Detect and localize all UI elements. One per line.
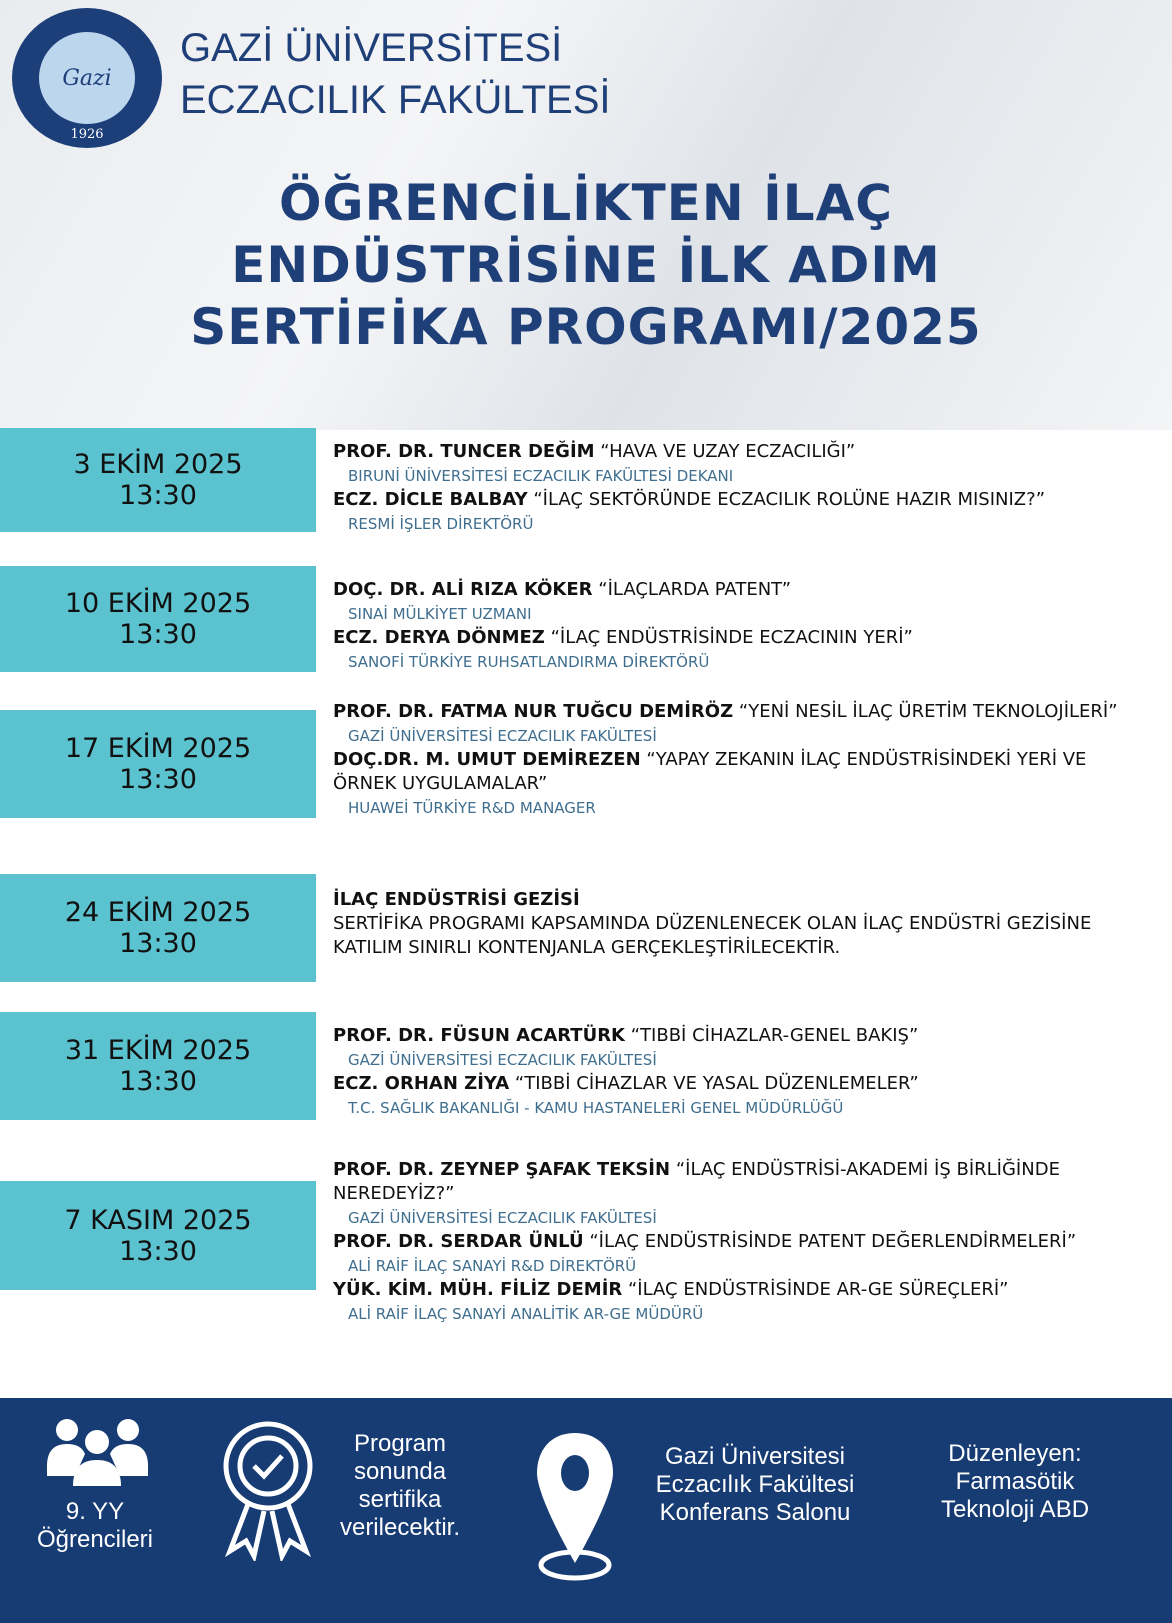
event-description: SERTİFİKA PROGRAMI KAPSAMINDA DÜZENLENECEK OLAN İLAÇ ENDÜSTRİ GEZİSİNE KATILIM SINIRLI KONTENJANLA GERÇEKLEŞTİRİLECEKTİR. [333,913,1092,958]
speaker-affiliation: GAZİ ÜNİVERSİTESİ ECZACILIK FAKÜLTESİ [348,1051,657,1069]
speaker-affiliation: HUAWEİ TÜRKİYE R&D MANAGER [348,799,596,817]
speaker-name: İLAÇ ENDÜSTRİSİ GEZİSİ [333,889,580,910]
speaker-affiliation: ALİ RAİF İLAÇ SANAYİ ANALİTİK AR-GE MÜDÜRÜ [348,1305,704,1323]
talk-title: “İLAÇ ENDÜSTRİSİNDE AR-GE SÜREÇLERİ” [627,1279,1009,1300]
organizer-line: Düzenleyen: [948,1440,1082,1467]
event-date-box [0,428,316,532]
event-date: 24 EKİM 2025 [64,897,252,928]
title-line: SERTİFİKA PROGRAMI/2025 [190,298,982,356]
faculty-name: ECZACILIK FAKÜLTESİ [180,78,611,122]
event-details [333,1158,1133,1326]
event-details [333,888,1133,960]
audience-line: Öğrencileri [36,1526,154,1553]
session [333,1072,1133,1120]
event-date-box [0,1181,316,1290]
location-text [625,1443,885,1527]
title-line: ENDÜSTRİSİNE İLK ADIM [231,236,941,294]
logo-signature: Gazi [39,32,135,124]
certificate-line: Program [353,1430,447,1457]
speaker-affiliation: RESMİ İŞLER DİREKTÖRÜ [348,515,534,533]
event-time: 13:30 [119,1235,197,1267]
session [333,578,1133,626]
speaker-affiliation: GAZİ ÜNİVERSİTESİ ECZACILIK FAKÜLTESİ [348,1209,657,1227]
university-name: GAZİ ÜNİVERSİTESİ [180,26,563,70]
talk-title: “YAPAY ZEKANIN İLAÇ ENDÜSTRİSİNDEKİ YERİ VE ÖRNEK UYGULAMALAR” [333,749,1087,794]
speaker-name: DOÇ.DR. M. UMUT DEMİREZEN [333,749,641,770]
session [333,440,1133,488]
university-logo [12,8,162,148]
speaker-affiliation: BIRUNİ ÜNİVERSİTESİ ECZACILIK FAKÜLTESİ DEKANI [348,467,734,485]
organizer-text [905,1440,1125,1524]
speaker-name: PROF. DR. ZEYNEP ŞAFAK TEKSİN [333,1159,671,1180]
event-time: 13:30 [119,928,197,959]
talk-title: “İLAÇ ENDÜSTRİSİNDE ECZACININ YERİ” [550,627,913,648]
session [333,1158,1133,1230]
event-date: 10 EKİM 2025 [64,588,252,619]
certificate-line: verilecektir. [339,1514,461,1541]
institution-name [180,22,611,126]
talk-title: “TIBBİ CİHAZLAR VE YASAL DÜZENLEMELER” [514,1073,919,1094]
logo-year: 1926 [70,127,104,142]
talk-title: “YENİ NESİL İLAÇ ÜRETİM TEKNOLOJİLERİ” [738,701,1118,722]
event-details [333,440,1133,536]
speaker-affiliation: ALİ RAİF İLAÇ SANAYİ R&D DİREKTÖRÜ [348,1257,637,1275]
location-line: Gazi Üniversitesi [664,1443,846,1470]
speaker-affiliation: T.C. SAĞLIK BAKANLIĞI - KAMU HASTANELERİ GENEL MÜDÜRLÜĞÜ [348,1099,844,1117]
talk-title: “TIBBİ CİHAZLAR-GENEL BAKIŞ” [630,1025,919,1046]
speaker-name: ECZ. DİCLE BALBAY [333,489,528,510]
speaker-affiliation: SINAİ MÜLKİYET UZMANI [348,605,532,623]
speaker-name: ECZ. DERYA DÖNMEZ [333,627,545,648]
certificate-badge-icon [218,1416,318,1561]
session [333,1024,1133,1072]
speaker-name: PROF. DR. FATMA NUR TUĞCU DEMİRÖZ [333,701,734,722]
event-date: 17 EKİM 2025 [64,733,252,764]
session [333,1230,1133,1278]
speaker-name: YÜK. KİM. MÜH. FİLİZ DEMİR [333,1279,623,1300]
speaker-name: PROF. DR. FÜSUN ACARTÜRK [333,1025,625,1046]
audience-line: 9. YY [65,1498,125,1525]
talk-title: “İLAÇ ENDÜSTRİSİ-AKADEMİ İŞ BİRLİĞİNDE NEREDEYİZ?” [333,1159,1060,1204]
session [333,626,1133,674]
event-date: 3 EKİM 2025 [73,449,243,480]
event-details [333,578,1133,674]
event-details [333,1024,1133,1120]
session [333,1278,1133,1326]
title-line: ÖĞRENCİLİKTEN İLAÇ [279,174,893,232]
session [333,888,1133,912]
footer-banner [0,1398,1172,1623]
session [333,700,1133,748]
audience-text [20,1498,170,1554]
speaker-name: PROF. DR. SERDAR ÜNLÜ [333,1231,584,1252]
talk-title: “HAVA VE UZAY ECZACILIĞI” [600,441,856,462]
certificate-line: sertifika [358,1486,442,1513]
certificate-text [325,1430,475,1542]
speaker-name: DOÇ. DR. ALİ RIZA KÖKER [333,579,593,600]
talk-title: “İLAÇ SEKTÖRÜNDE ECZACILIK ROLÜNE HAZIR MISINIZ?” [533,489,1046,510]
event-details [333,700,1133,820]
event-date-box [0,566,316,672]
speaker-affiliation: GAZİ ÜNİVERSİTESİ ECZACILIK FAKÜLTESİ [348,727,657,745]
event-date-box [0,1012,316,1120]
speaker-affiliation: SANOFİ TÜRKİYE RUHSATLANDIRMA DİREKTÖRÜ [348,653,710,671]
location-pin-icon [535,1433,615,1583]
event-time: 13:30 [119,1066,197,1097]
event-date-box [0,710,316,818]
event-date: 7 KASIM 2025 [64,1204,252,1236]
page-title [0,172,1172,358]
event-date-box [0,874,316,982]
certificate-line: sonunda [353,1458,447,1485]
event-time: 13:30 [119,764,197,795]
organizer-line: Teknoloji ABD [940,1496,1090,1523]
talk-title: “İLAÇ ENDÜSTRİSİNDE PATENT DEĞERLENDİRMELERİ” [589,1231,1077,1252]
location-line: Konferans Salonu [659,1499,851,1526]
speaker-name: ECZ. ORHAN ZİYA [333,1073,510,1094]
event-time: 13:30 [119,619,197,650]
session [333,748,1133,820]
location-line: Eczacılık Fakültesi [655,1471,855,1498]
event-date: 31 EKİM 2025 [64,1035,252,1066]
speaker-name: PROF. DR. TUNCER DEĞİM [333,441,595,462]
talk-title: “İLAÇLARDA PATENT” [598,579,792,600]
organizer-line: Farmasötik [955,1468,1075,1495]
people-icon [45,1416,150,1486]
event-time: 13:30 [119,480,197,511]
session [333,488,1133,536]
